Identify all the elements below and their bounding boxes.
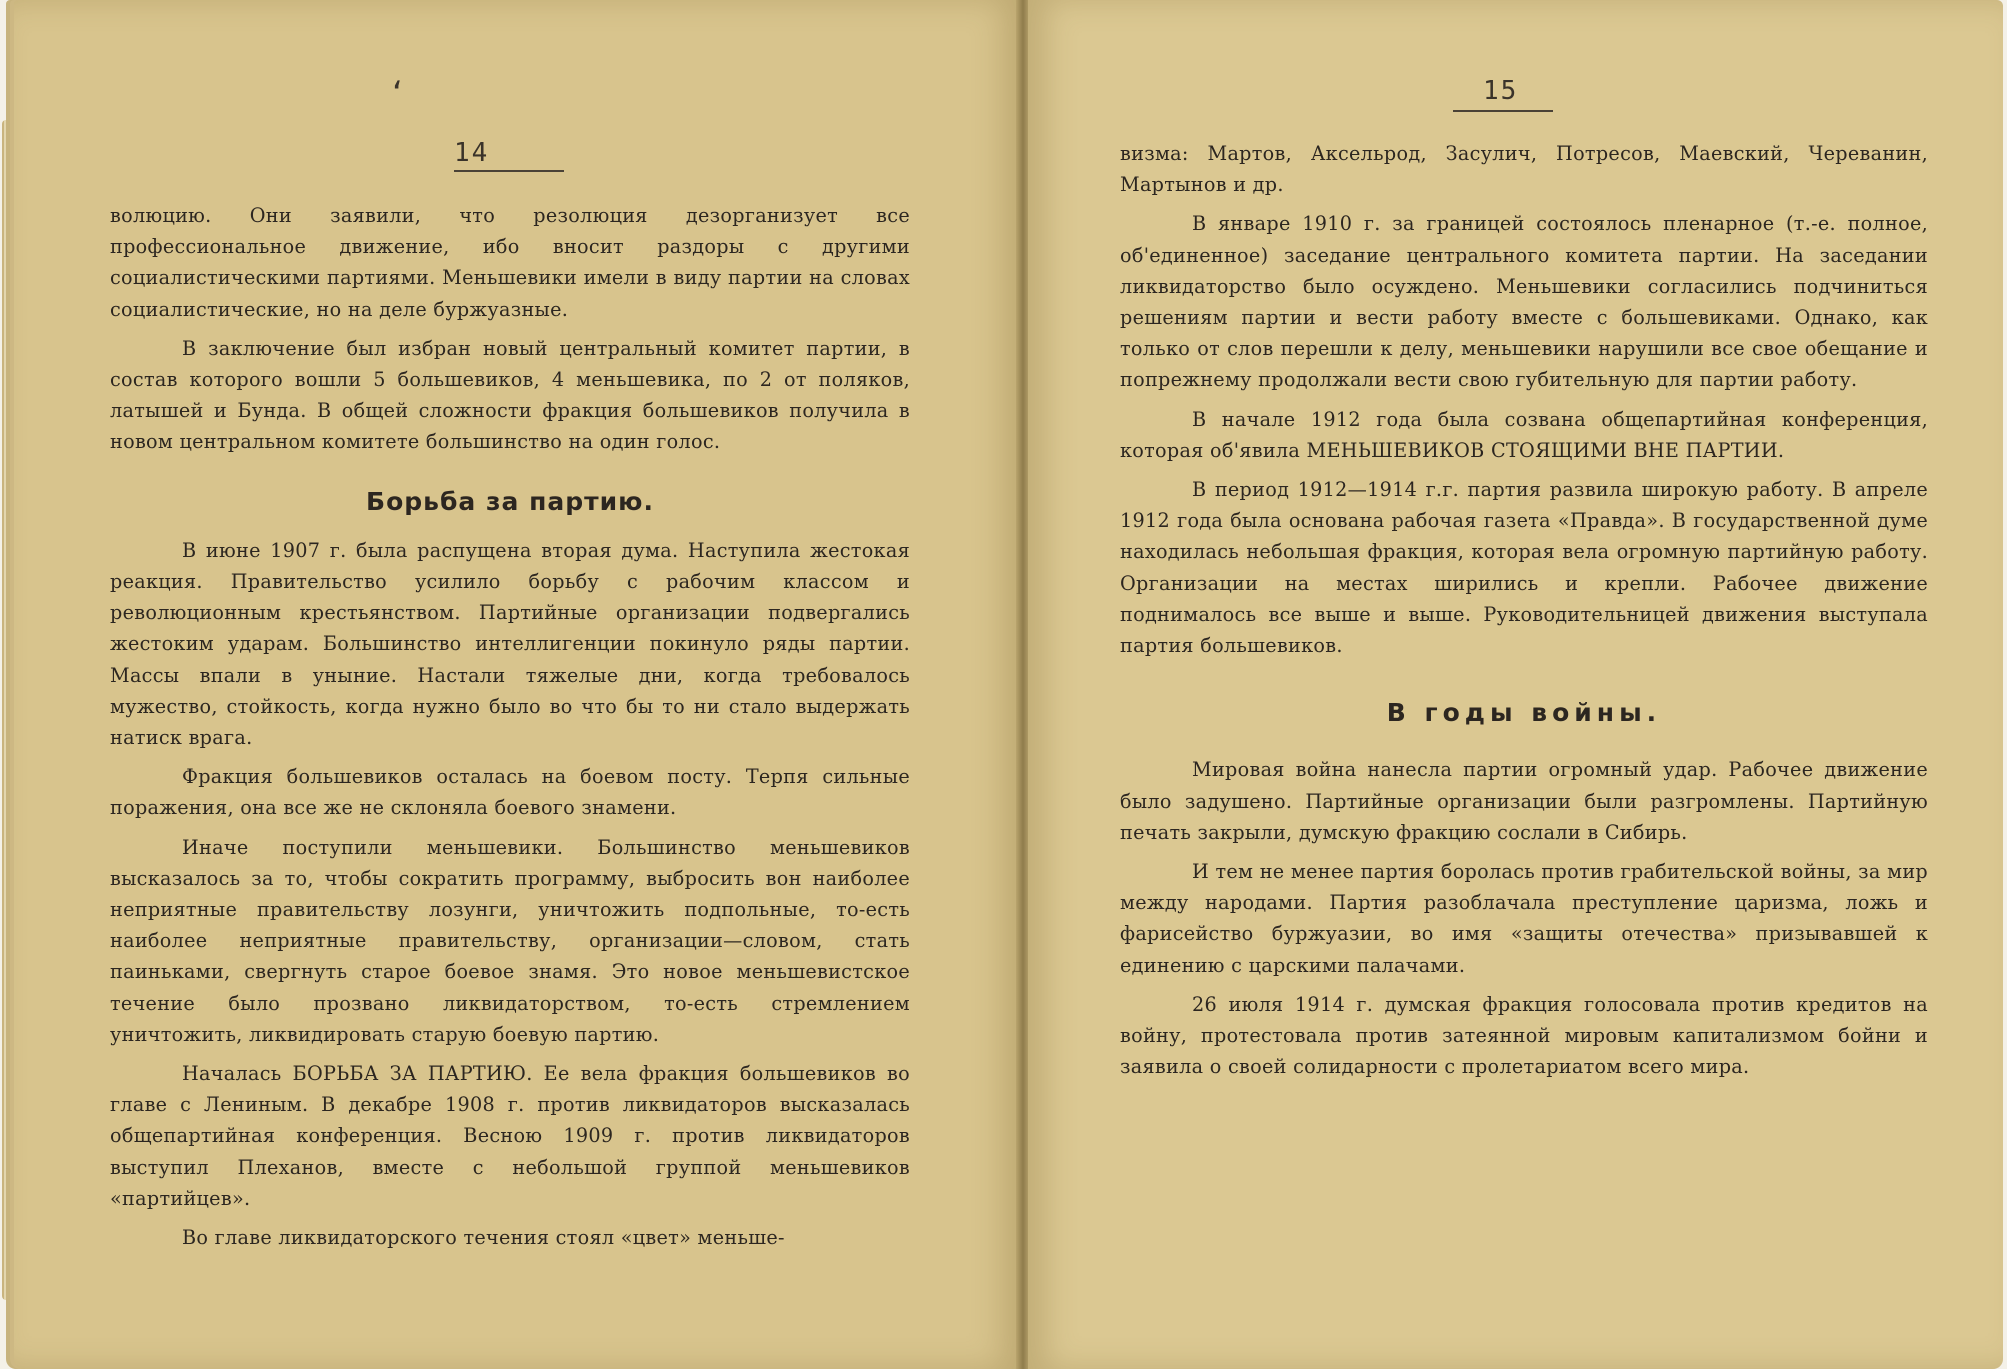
right-page <box>1028 0 2003 1369</box>
paragraph: В январе 1910 г. за границей состоялось пленарное (т.-е. полное, об'единенное) заседание центрального комитета партии. На заседании ликвидаторство было осуждено. Меньшевики согласились подчиниться решениям партии и вести работу вместе с большевиками. Однако, как только от слов перешли к делу, меньшевики нарушили все свое обещание и попрежнему продолжали вести свою губительную для партии работу. <box>1120 212 1928 392</box>
paragraph: Началась БОРЬБА ЗА ПАРТИЮ. Ее вела фракция большевиков во главе с Лениным. В декабре 1908 г. против ликвидаторов высказалась общепартийная конференция. Весною 1909 г. против ликвидаторов выступил Плеханов, вместе с небольшой группой меньшевиков «партийцев». <box>110 1062 910 1210</box>
paragraph: Мировая война нанесла партии огромный удар. Рабочее движение было задушено. Партийные организации были разгромлены. Партийную печать закрыли, думскую фракцию сослали в Сибирь. <box>1120 758 1928 844</box>
paragraph: 26 июля 1914 г. думская фракция голосовала против кредитов на войну, протестовала против затеянной мировым капитализмом бойни и заявила о своей солидарности с пролетариатом всего мира. <box>1120 992 1928 1079</box>
paragraph: Во главе ликвидаторского течения стоял «цвет» меньше- <box>182 1226 785 1250</box>
left-page <box>14 0 1020 1369</box>
section-heading: В годы войны. <box>1386 698 1662 728</box>
paragraph: Фракция большевиков осталась на боевом посту. Терпя сильные поражения, она все же не склоняла боевого знамени. <box>110 765 910 820</box>
right-page-text <box>1120 138 1928 1090</box>
section-heading: Борьба за партию. <box>366 486 654 516</box>
paragraph: визма: Мартов, Аксельрод, Засулич, Потресов, Маевский, Череванин, Мартынов и др. <box>1120 142 1928 197</box>
paragraph: В начале 1912 года была созвана общепартийная конференция, которая об'явила МЕНЬШЕВИКОВ СТОЯЩИМИ ВНЕ ПАРТИИ. <box>1120 407 1928 462</box>
pencil-mark-icon: ʻ <box>392 74 403 114</box>
page-number-rule <box>454 170 564 172</box>
paragraph: волюцию. Они заявили, что резолюция дезорганизует все профессиональное движение, ибо вносит раздоры с другими социалистическими партиями. Меньшевики имели в виду партии на словах социалистические, но на деле буржуазные. <box>110 204 910 321</box>
page-number: 14 <box>454 138 490 168</box>
page-number: 15 <box>1483 76 1519 106</box>
paragraph: В заключение был избран новый центральный комитет партии, в состав которого вошли 5 большевиков, 4 меньшевика, по 2 от поляков, латышей и Бунда. В общей сложности фракция большевиков получила в новом центральном комитете большинство на один голос. <box>110 336 910 454</box>
paragraph: В период 1912—1914 г.г. партия развила широкую работу. В апреле 1912 года была основана рабочая газета «Правда». В государственной думе находилась небольшая фракция, которая вела огромную партийную работу. Организации на местах ширились и крепли. Рабочее движение поднималось все выше и выше. Руководительницей движения выступала партия большевиков. <box>1120 478 1928 658</box>
left-page-text <box>110 200 910 1261</box>
page-number-rule <box>1453 110 1553 112</box>
paragraph: В июне 1907 г. была распущена вторая дума. Наступила жестокая реакция. Правительство усилило борьбу с рабочим классом и революционным крестьянством. Партийные организации подвергались жестоким ударам. Большинство интеллигенции покинуло ряды партии. Массы впали в уныние. Настали тяжелые дни, когда требовалось мужество, стойкость, когда нужно было во что бы то ни стало выдержать натиск врага. <box>110 538 910 750</box>
paragraph: Иначе поступили меньшевики. Большинство меньшевиков высказалось за то, чтобы сократить программу, выбросить вон наиболее неприятные правительству лозунги, уничтожить подпольные, то-есть наиболее неприятные правительству, организации—словом, стать паиньками, свергнуть старое боевое знамя. Это новое меньшевистское течение было прозвано ликвидаторством, то-есть стремлением уничтожить, ликвидировать старую боевую партию. <box>110 835 910 1046</box>
paragraph: И тем не менее партия боролась против грабительской войны, за мир между народами. Партия разоблачала преступление царизма, ложь и фарисейство буржуазии, во имя «защиты отечества» призывавшей к единению с царскими палачами. <box>1120 860 1928 977</box>
